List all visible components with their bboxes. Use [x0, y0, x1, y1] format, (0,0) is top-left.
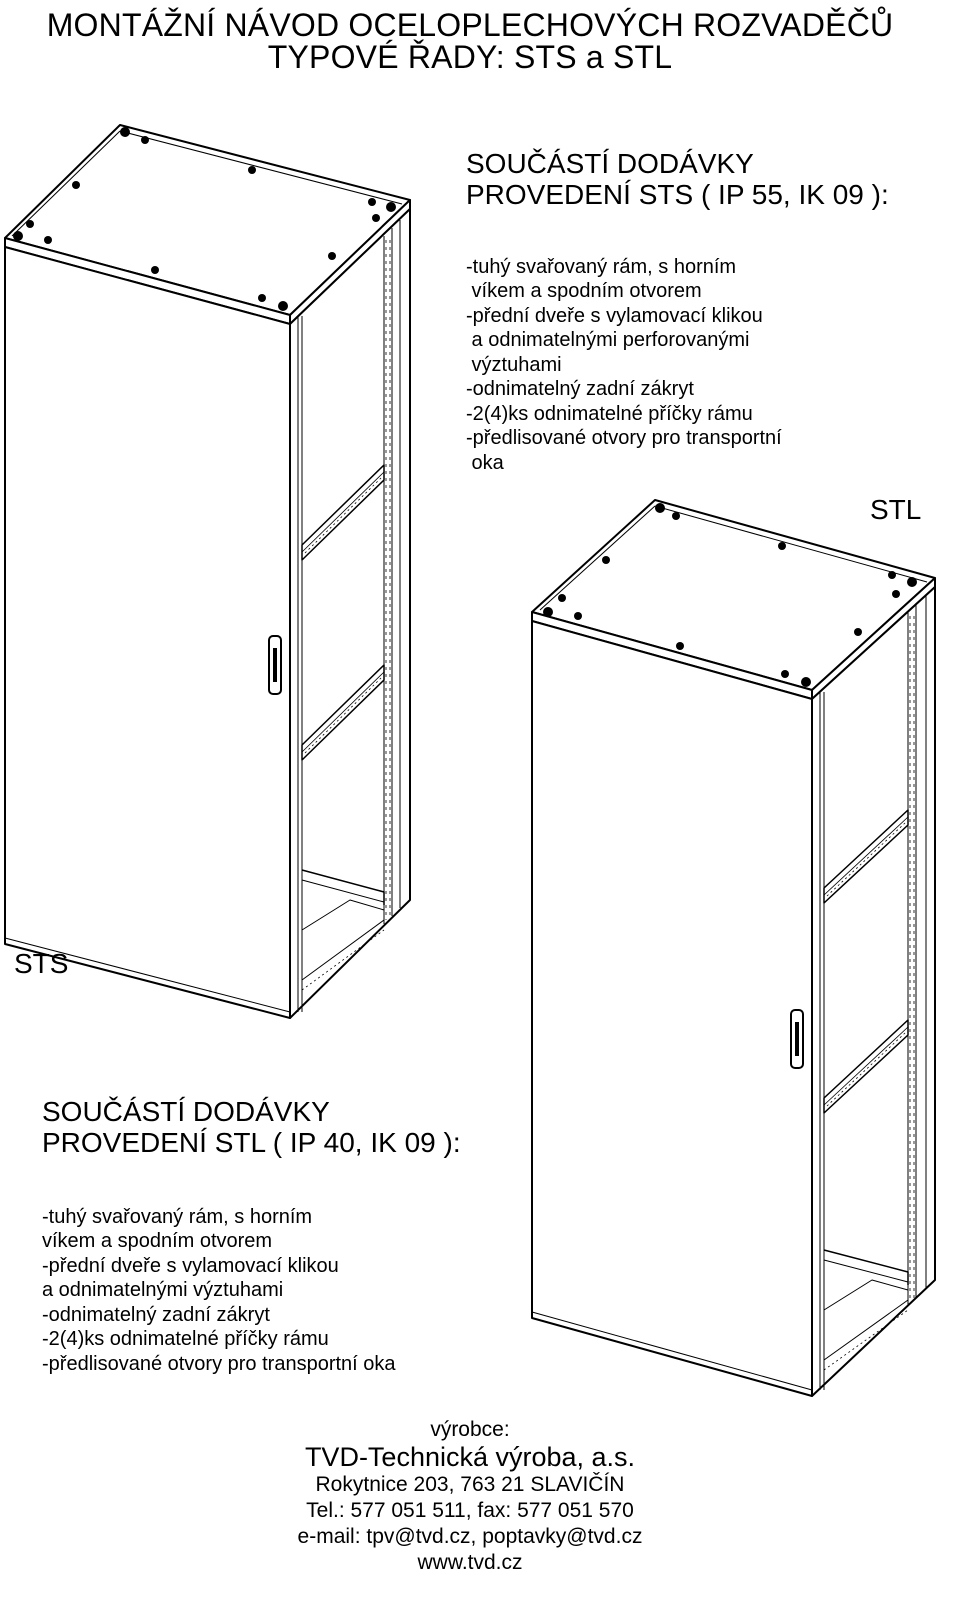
footer-company: TVD-Technická výroba, a.s.: [304, 1442, 636, 1472]
sts-items-list: [466, 230, 782, 500]
stl-item: -tuhý svařovaný rám, s horním: [42, 1205, 313, 1228]
sts-item: -2(4)ks odnimatelné příčky rámu: [466, 402, 753, 425]
stl-item: -předlisované otvory pro transportní oka: [42, 1352, 396, 1375]
sts-item: výztuhami: [466, 353, 562, 376]
sts-item: -odnimatelný zadní zákryt: [466, 378, 694, 400]
sts-item: víkem a spodním otvorem: [466, 280, 702, 302]
stl-items-list: [42, 1180, 396, 1401]
sts-item: oka: [466, 451, 504, 474]
sts-heading-line2: PROVEDENÍ STS ( IP 55, IK 09 ):: [466, 179, 889, 210]
stl-item: a odnimatelnými výztuhami: [42, 1279, 284, 1301]
manufacturer-footer: [260, 1418, 680, 1576]
sts-item: a odnimatelnými perforovanými: [466, 329, 750, 351]
sts-heading-line1: SOUČÁSTÍ DODÁVKY: [466, 148, 754, 179]
document-title-line1: MONTÁŽNÍ NÁVOD OCELOPLECHOVÝCH ROZVADĚČŮ: [46, 7, 894, 43]
footer-phone: Tel.: 577 051 511, fax: 577 051 570: [306, 1499, 634, 1522]
footer-label: výrobce:: [430, 1418, 510, 1441]
stl-item: víkem a spodním otvorem: [42, 1230, 273, 1252]
stl-label: STL: [870, 494, 922, 525]
sts-item: -předlisované otvory pro transportní: [466, 427, 782, 449]
stl-heading-line2: PROVEDENÍ STL ( IP 40, IK 09 ):: [42, 1127, 461, 1158]
footer-web: www.tvd.cz: [417, 1551, 523, 1574]
stl-heading-line1: SOUČÁSTÍ DODÁVKY: [42, 1096, 330, 1127]
stl-item: -odnimatelný zadní zákryt: [42, 1303, 270, 1326]
sts-cabinet-drawing: [5, 125, 410, 1018]
sts-item: -tuhý svařovaný rám, s horním: [466, 255, 737, 278]
document-title-line2: TYPOVÉ ŘADY: STS a STL: [267, 39, 673, 75]
sts-item: -přední dveře s vylamovací klikou: [466, 304, 763, 327]
sts-label: STS: [14, 948, 69, 979]
stl-cabinet-drawing: [532, 500, 935, 1396]
footer-email: e-mail: tpv@tvd.cz, poptavky@tvd.cz: [297, 1525, 643, 1548]
stl-item: -přední dveře s vylamovací klikou: [42, 1254, 339, 1277]
stl-item: -2(4)ks odnimatelné příčky rámu: [42, 1328, 329, 1350]
footer-address: Rokytnice 203, 763 21 SLAVIČÍN: [315, 1473, 625, 1496]
